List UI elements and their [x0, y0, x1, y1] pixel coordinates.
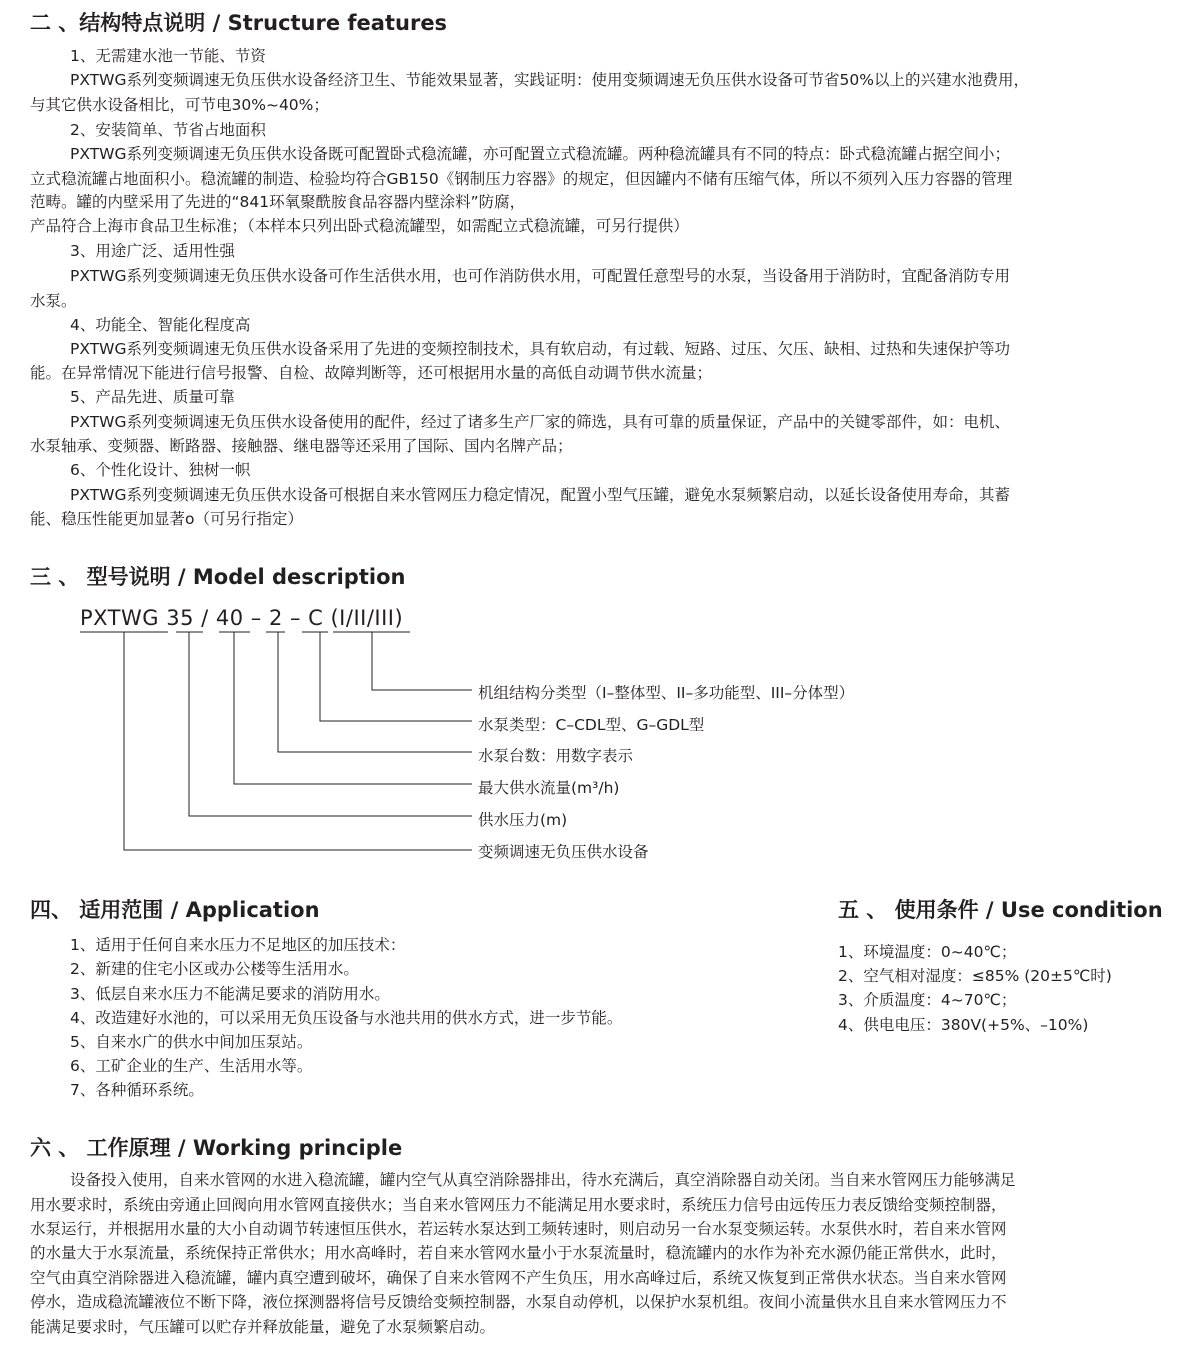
model-label-pump-count: 水泵台数：用数字表示	[478, 747, 634, 765]
structure-line: 能。在异常情况下能进行信号报警、自检、故障判断等，还可根据用水量的高低自动调节供水流量；	[30, 364, 713, 382]
structure-line: 范畴。罐的内壁采用了先进的“841环氧聚酰胺食品容器内壁涂料”防腐，	[30, 193, 526, 211]
structure-line: 4、功能全、智能化程度高	[70, 316, 251, 334]
working-principle-line: 水泵运行，并根据用水量的大小自动调节转速恒压供水，若运转水泵达到工频转速时，则启动另一台水泵变频运转。水泵供水时，若自来水管网	[30, 1220, 1007, 1238]
structure-line: 与其它供水设备相比，可节电30%~40%；	[30, 96, 329, 114]
model-label-equipment: 变频调速无负压供水设备	[478, 843, 649, 861]
application-item: 5、自来水广的供水中间加压泵站。	[70, 1033, 313, 1051]
structure-line: PXTWG系列变频调速无负压供水设备使用的配件，经过了诸多生产厂家的筛选，具有可靠的质量保证，产品中的关键零部件，如：电机、	[70, 413, 1011, 431]
section-heading-structure: 二 、结构特点说明 / Structure features	[30, 11, 448, 35]
structure-line: 5、产品先进、质量可靠	[70, 388, 235, 406]
working-principle-line: 能满足要求时，气压罐可以贮存并释放能量，避免了水泵频繁启动。	[30, 1318, 496, 1336]
structure-line: PXTWG系列变频调速无负压供水设备经济卫生、节能效果显著，实践证明：使用变频调速无负压供水设备可节省50%以上的兴建水池费用，	[70, 71, 1029, 89]
section-heading-working-principle: 六 、 工作原理 / Working principle	[30, 1136, 403, 1160]
structure-line: 产品符合上海市食品卫生标准；（本样本只列出卧式稳流罐型，如需配立式稳流罐，可另行提供）	[30, 217, 689, 235]
structure-line: 3、用途广泛、适用性强	[70, 242, 235, 260]
application-item: 4、改造建好水池的，可以采用无负压设备与水池共用的供水方式，进一步节能。	[70, 1009, 623, 1027]
use-condition-item: 3、介质温度：4~70℃；	[838, 991, 1017, 1009]
structure-line: PXTWG系列变频调速无负压供水设备采用了先进的变频控制技术，具有软启动，有过载、短路、过压、欠压、缺相、过热和失速保护等功	[70, 340, 1011, 358]
working-principle-line: 的水量大于水泵流量，系统保持正常供水；用水高峰时，若自来水管网水量小于水泵流量时，稳流罐内的水作为补充水源仍能正常供水，此时，	[30, 1244, 1007, 1262]
section-heading-use-condition: 五 、 使用条件 / Use condition	[838, 898, 1163, 922]
model-code: PXTWG 35 / 40 – 2 – C (I/II/III)	[80, 606, 404, 630]
use-condition-item: 1、环境温度：0~40℃；	[838, 943, 1017, 961]
application-item: 3、低层自来水压力不能满足要求的消防用水。	[70, 985, 390, 1003]
working-principle-line: 设备投入使用，自来水管网的水进入稳流罐，罐内空气从真空消除器排出，待水充满后，真空消除器自动关闭。当自来水管网压力能够满足	[70, 1171, 1016, 1189]
structure-line: PXTWG系列变频调速无负压供水设备可根据自来水管网压力稳定情况，配置小型气压罐，避免水泵频繁启动，以延长设备使用寿命，其蓄	[70, 486, 1011, 504]
structure-line: 水泵。	[30, 292, 77, 310]
application-item: 6、工矿企业的生产、生活用水等。	[70, 1057, 313, 1075]
working-principle-line: 空气由真空消除器进入稳流罐，罐内真空遭到破坏，确保了自来水管网不产生负压，用水高峰过后，系统又恢复到正常供水状态。当自来水管网	[30, 1269, 1007, 1287]
structure-line: PXTWG系列变频调速无负压供水设备可作生活供水用，也可作消防供水用，可配置任意型号的水泵，当设备用于消防时，宜配备消防专用	[70, 267, 1011, 285]
structure-line: 能、稳压性能更加显著o（可另行指定）	[30, 510, 303, 528]
use-condition-item: 4、供电电压：380V(+5%、–10%)	[838, 1016, 1089, 1034]
model-label-pump-type: 水泵类型：C–CDL型、G–GDL型	[478, 716, 705, 734]
model-label-pressure: 供水压力(m)	[478, 811, 568, 829]
structure-line: 6、个性化设计、独树一帜	[70, 461, 251, 479]
structure-line: 2、安装简单、节省占地面积	[70, 121, 266, 139]
structure-line: 立式稳流罐占地面积小。稳流罐的制造、检验均符合GB150《钢制压力容器》的规定，但因罐内不储有压缩气体，所以不须列入压力容器的管理	[30, 170, 1013, 188]
structure-line: 1、无需建水池一节能、节资	[70, 47, 266, 65]
application-item: 7、各种循环系统。	[70, 1081, 204, 1099]
structure-line: PXTWG系列变频调速无负压供水设备既可配置卧式稳流罐，亦可配置立式稳流罐。两种稳流罐具有不同的特点：卧式稳流罐占据空间小；	[70, 145, 1011, 163]
working-principle-line: 停水，造成稳流罐液位不断下降，液位探测器将信号反馈给变频控制器，水泵自动停机，以保护水泵机组。夜间小流量供水且自来水管网压力不	[30, 1293, 1007, 1311]
structure-line: 水泵轴承、变频器、断路器、接触器、继电器等还采用了国际、国内名牌产品；	[30, 437, 573, 455]
application-item: 2、新建的住宅小区或办公楼等生活用水。	[70, 960, 359, 978]
model-label-structure-type: 机组结构分类型（I–整体型、II–多功能型、III–分体型）	[478, 684, 855, 702]
application-item: 1、适用于任何自来水压力不足地区的加压技术：	[70, 936, 406, 954]
working-principle-line: 用水要求时，系统由旁通止回阀向用水管网直接供水；当自来水管网压力不能满足用水要求时，系统压力信号由远传压力表反馈给变频控制器，	[30, 1196, 1007, 1214]
model-label-max-flow: 最大供水流量(m³/h)	[478, 779, 620, 797]
section-heading-model: 三 、 型号说明 / Model description	[30, 565, 406, 589]
section-heading-application: 四、 适用范围 / Application	[30, 898, 320, 922]
use-condition-item: 2、空气相对湿度：≤85% (20±5℃时)	[838, 967, 1112, 985]
